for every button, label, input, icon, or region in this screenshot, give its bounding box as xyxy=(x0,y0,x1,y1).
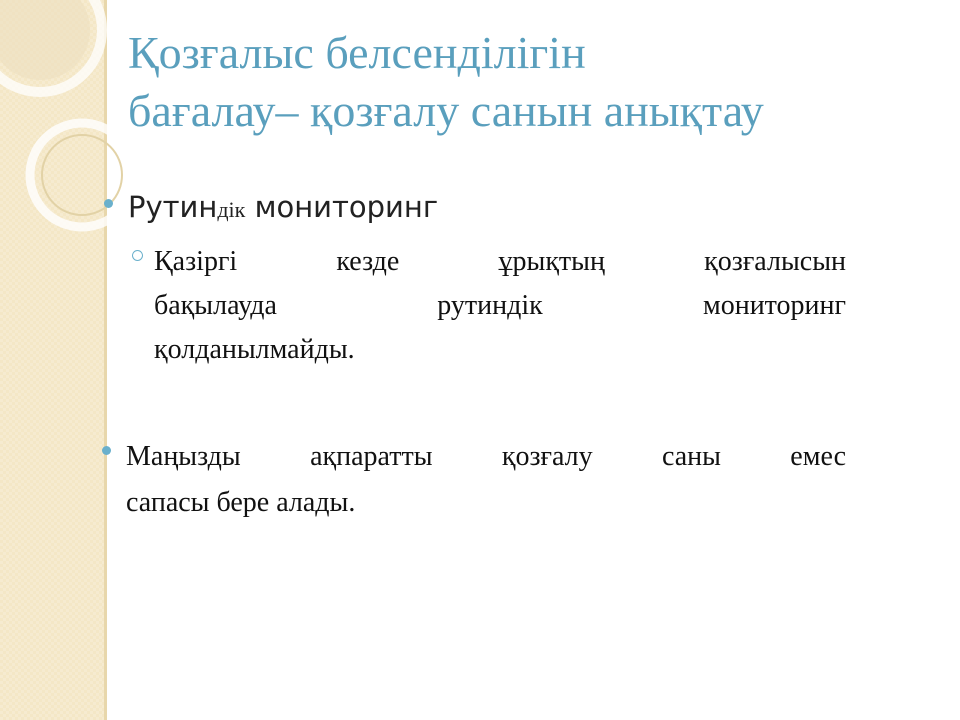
bullet-routine-monitoring xyxy=(128,190,438,224)
bullet2-line-2: сапасы бере алады. xyxy=(126,487,356,518)
sub-bullet-marker xyxy=(132,250,143,261)
sub-line-3: қолданылмайды. xyxy=(154,334,355,365)
bullet-quality xyxy=(126,434,846,526)
bullet2-line-1: Маңызды ақпаратты қозғалу саны емес xyxy=(126,441,846,472)
bullet-text-small: дік xyxy=(217,197,246,222)
bullet-text-end: мониторинг xyxy=(245,190,439,224)
bullet-dot xyxy=(104,199,113,208)
title-line-2: бағалау– қозғалу санын анықтау xyxy=(128,85,764,136)
sub-bullet-text xyxy=(154,240,846,372)
decorative-circles xyxy=(0,0,140,260)
title-line-1: Қозғалыс белсенділігін xyxy=(128,27,586,78)
bullet-text-main: Рутин xyxy=(128,190,218,224)
sub-line-2: бақылауда рутиндік мониторинг xyxy=(154,290,846,321)
bullet-dot xyxy=(102,446,111,455)
slide-title xyxy=(128,24,928,140)
sub-line-1: Қазіргі кезде ұрықтың қозғалысын xyxy=(154,246,846,277)
